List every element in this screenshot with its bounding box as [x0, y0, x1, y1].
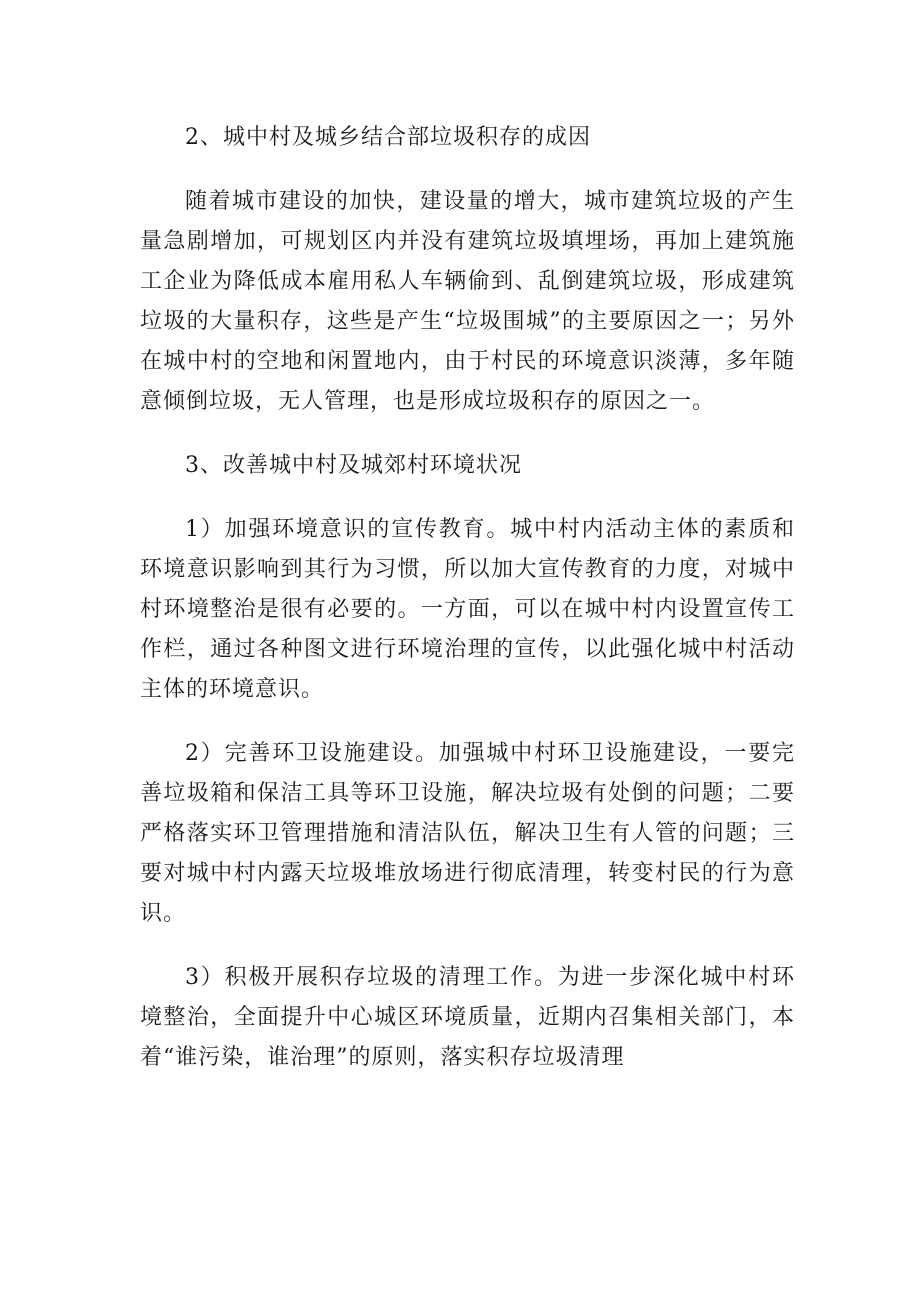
section-2-heading: 2、城中村及城乡结合部垃圾积存的成因	[185, 125, 591, 150]
document-body	[140, 118, 795, 1078]
item-3-paragraph: 3）积极开展积存垃圾的清理工作。为进一步深化城中村环境整治，全面提升中心城区环境质量，近期内召集相关部门，本着“谁污染，谁治理”的原则，落实积存垃圾清理	[140, 965, 795, 1070]
section-2-paragraph: 随着城市建设的加快，建设量的增大，城市建筑垃圾的产生量急剧增加，可规划区内并没有建筑垃圾填埋场，再加上建筑施工企业为降低成本雇用私人车辆偷到、乱倒建筑垃圾，形成建筑垃圾的大量积存，这些是产生“垃圾围城”的主要原因之一；另外在城中村的空地和闲置地内，由于村民的环境意识淡薄，多年随意倾倒垃圾，无人管理，也是形成垃圾积存的原因之一。	[140, 189, 795, 414]
section-3-heading: 3、改善城中村及城郊村环境状况	[185, 453, 522, 478]
item-2-paragraph: 2）完善环卫设施建设。加强城中村环卫设施建设，一要完善垃圾箱和保洁工具等环卫设施，解决垃圾有处倒的问题；二要严格落实环卫管理措施和清洁队伍，解决卫生有人管的问题；三要对城中村内露天垃圾堆放场进行彻底清理，转变村民的行为意识。	[140, 741, 795, 926]
item-1-paragraph: 1）加强环境意识的宣传教育。城中村内活动主体的素质和环境意识影响到其行为习惯，所以加大宣传教育的力度，对城中村环境整治是很有必要的。一方面，可以在城中村内设置宣传工作栏，通过各种图文进行环境治理的宣传，以此强化城中村活动主体的环境意识。	[140, 517, 795, 702]
